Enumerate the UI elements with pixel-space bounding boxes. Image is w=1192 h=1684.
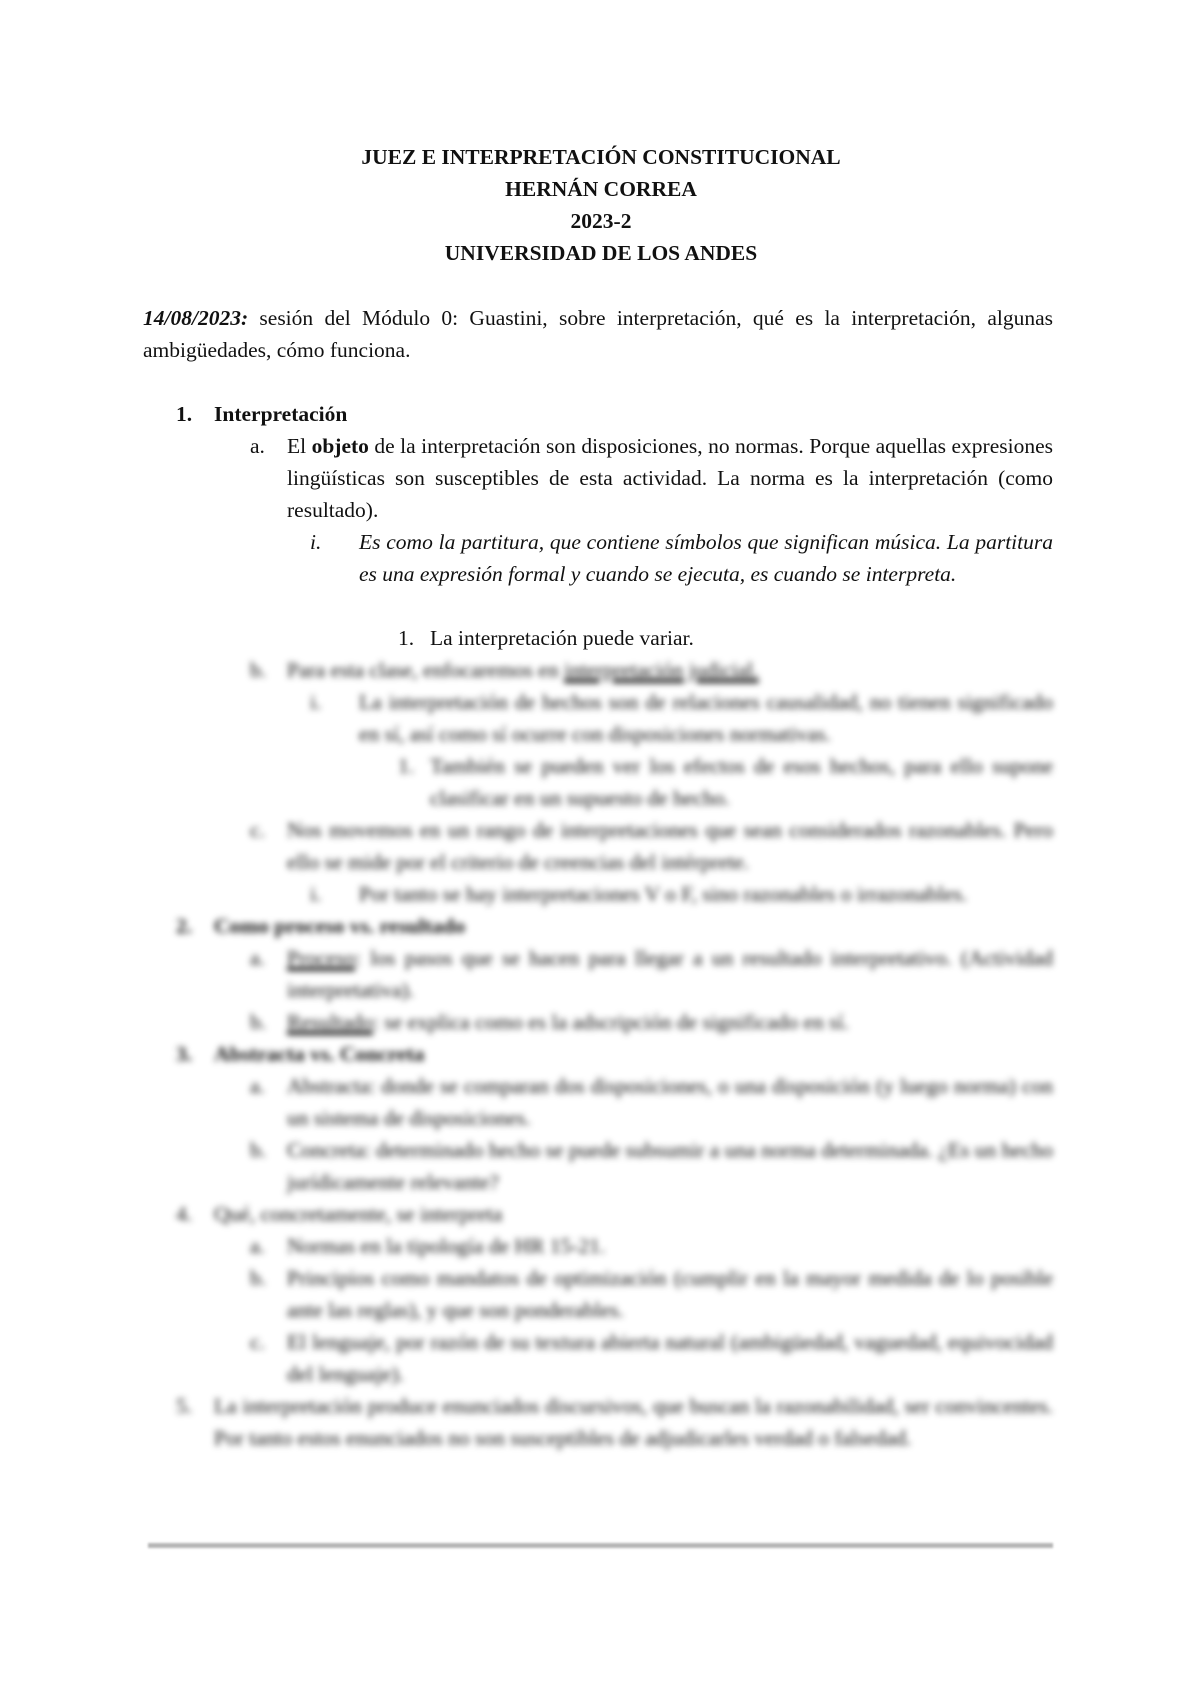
section-2-title: Como proceso vs. resultado <box>214 914 466 938</box>
section-1b-text <box>287 654 759 686</box>
section-5-text: La interpretación produce enunciados discursivos, que buscan la razonabilidad, ser convincentes. Por tanto estos enunciados no son susceptibles de adjudicarles verdad o falsedad. <box>214 1394 1053 1450</box>
section-2a-body: : los pasos que se hacen para llegar a un resultado interpretativo. (Actividad interpretativa). <box>287 946 1053 1002</box>
section-4-number: 4. <box>176 1202 193 1226</box>
course-title: JUEZ E INTERPRETACIÓN CONSTITUCIONAL <box>361 145 841 169</box>
section-1ci-marker: i. <box>310 882 322 906</box>
professor-name: HERNÁN CORREA <box>505 177 697 201</box>
section-4b-marker: b. <box>250 1266 267 1290</box>
section-1bi1-marker: 1. <box>398 754 415 778</box>
section-1c-text: Nos movemos en un rango de interpretaciones que sean considerados razonables. Pero ello se mide por el criterio de creencias del intérprete. <box>287 818 1053 874</box>
section-2-number: 2. <box>176 914 193 938</box>
section-1bi-marker: i. <box>310 690 322 714</box>
section-2b-marker: b. <box>250 1010 267 1034</box>
section-4a-marker: a. <box>250 1234 265 1258</box>
footer-divider <box>148 1543 1053 1548</box>
university-name: UNIVERSIDAD DE LOS ANDES <box>444 241 758 265</box>
section-3a-marker: a. <box>250 1074 265 1098</box>
section-5-number: 5. <box>176 1394 193 1418</box>
session-date: 14/08/2023: <box>143 306 249 330</box>
section-2a-marker: a. <box>250 946 265 970</box>
section-1ci-text: Por tanto se hay interpretaciones V o F, sino razonables o irrazonables. <box>359 882 968 906</box>
section-3-number: 3. <box>176 1042 193 1066</box>
section-2a-label: Proceso <box>287 946 356 970</box>
section-3b-text: Concreta: determinado hecho se puede subsumir a una norma determinada. ¿Es un hecho jurídicamente relevante? <box>287 1138 1053 1194</box>
section-1ai1-marker: 1. <box>398 626 415 650</box>
section-4c-text: El lenguaje, por razón de su textura abierta natural (ambigüedad, vaguedad, equivocidad del lenguaje). <box>287 1330 1053 1386</box>
section-1bi-text: La interpretación de hechos son de relaciones causalidad, no tienen significado en sí, así como sí ocurre con disposiciones normativas. <box>359 690 1053 746</box>
section-4c-marker: c. <box>250 1330 265 1354</box>
section-2a-text <box>287 942 1053 1006</box>
section-1ai-text: Es como la partitura, que contiene símbolos que significan música. La partitura es una expresión formal y cuando se ejecuta, es cuando se interpreta. <box>359 530 1053 586</box>
section-3-title: Abstracta vs. Concreta <box>214 1042 425 1066</box>
section-2b-body: : se explica como es la adscripción de significado en sí. <box>373 1010 849 1034</box>
academic-term: 2023-2 <box>570 209 632 233</box>
section-4-title: Qué, concretamente, se interpreta <box>214 1202 503 1226</box>
section-1c-marker: c. <box>250 818 265 842</box>
section-1-number: 1. <box>176 402 193 426</box>
section-4a-text: Normas en la tipología de HR 15-21. <box>287 1234 606 1258</box>
session-description: sesión del Módulo 0: Guastini, sobre interpretación, qué es la interpretación, algunas ambigüedades, cómo funciona. <box>143 306 1053 362</box>
section-1a-bold: objeto <box>311 434 369 458</box>
section-4b-text: Principios como mandatos de optimización (cumplir en la mayor medida de lo posible ante las reglas), y que son ponderables. <box>287 1266 1053 1322</box>
section-2b-label: Resultado <box>287 1010 373 1034</box>
section-1-title: Interpretación <box>214 402 348 426</box>
section-2b-text <box>287 1006 849 1038</box>
section-1a-post: de la interpretación son disposiciones, no normas. Porque aquellas expresiones lingüísticas son susceptibles de esta actividad. La norma es la interpretación (como resultado). <box>287 434 1053 522</box>
section-1b-marker: b. <box>250 658 267 682</box>
section-1ai1-text: La interpretación puede variar. <box>430 626 694 650</box>
section-1a-marker: a. <box>250 434 265 458</box>
section-1b-underlined: interpretación judicial. <box>563 658 759 682</box>
section-3a-text: Abstracta: donde se comparan dos disposiciones, o una disposición (y luego norma) con un sistema de disposiciones. <box>287 1074 1053 1130</box>
section-1ai-marker: i. <box>310 530 322 554</box>
section-3b-marker: b. <box>250 1138 267 1162</box>
section-1b-pre: Para esta clase, enfocaremos en <box>287 658 564 682</box>
section-1a-pre: El <box>287 434 312 458</box>
section-1bi1-text: También se pueden ver los efectos de esos hechos, para ello supone clasificar en un supuesto de hecho. <box>430 754 1053 810</box>
